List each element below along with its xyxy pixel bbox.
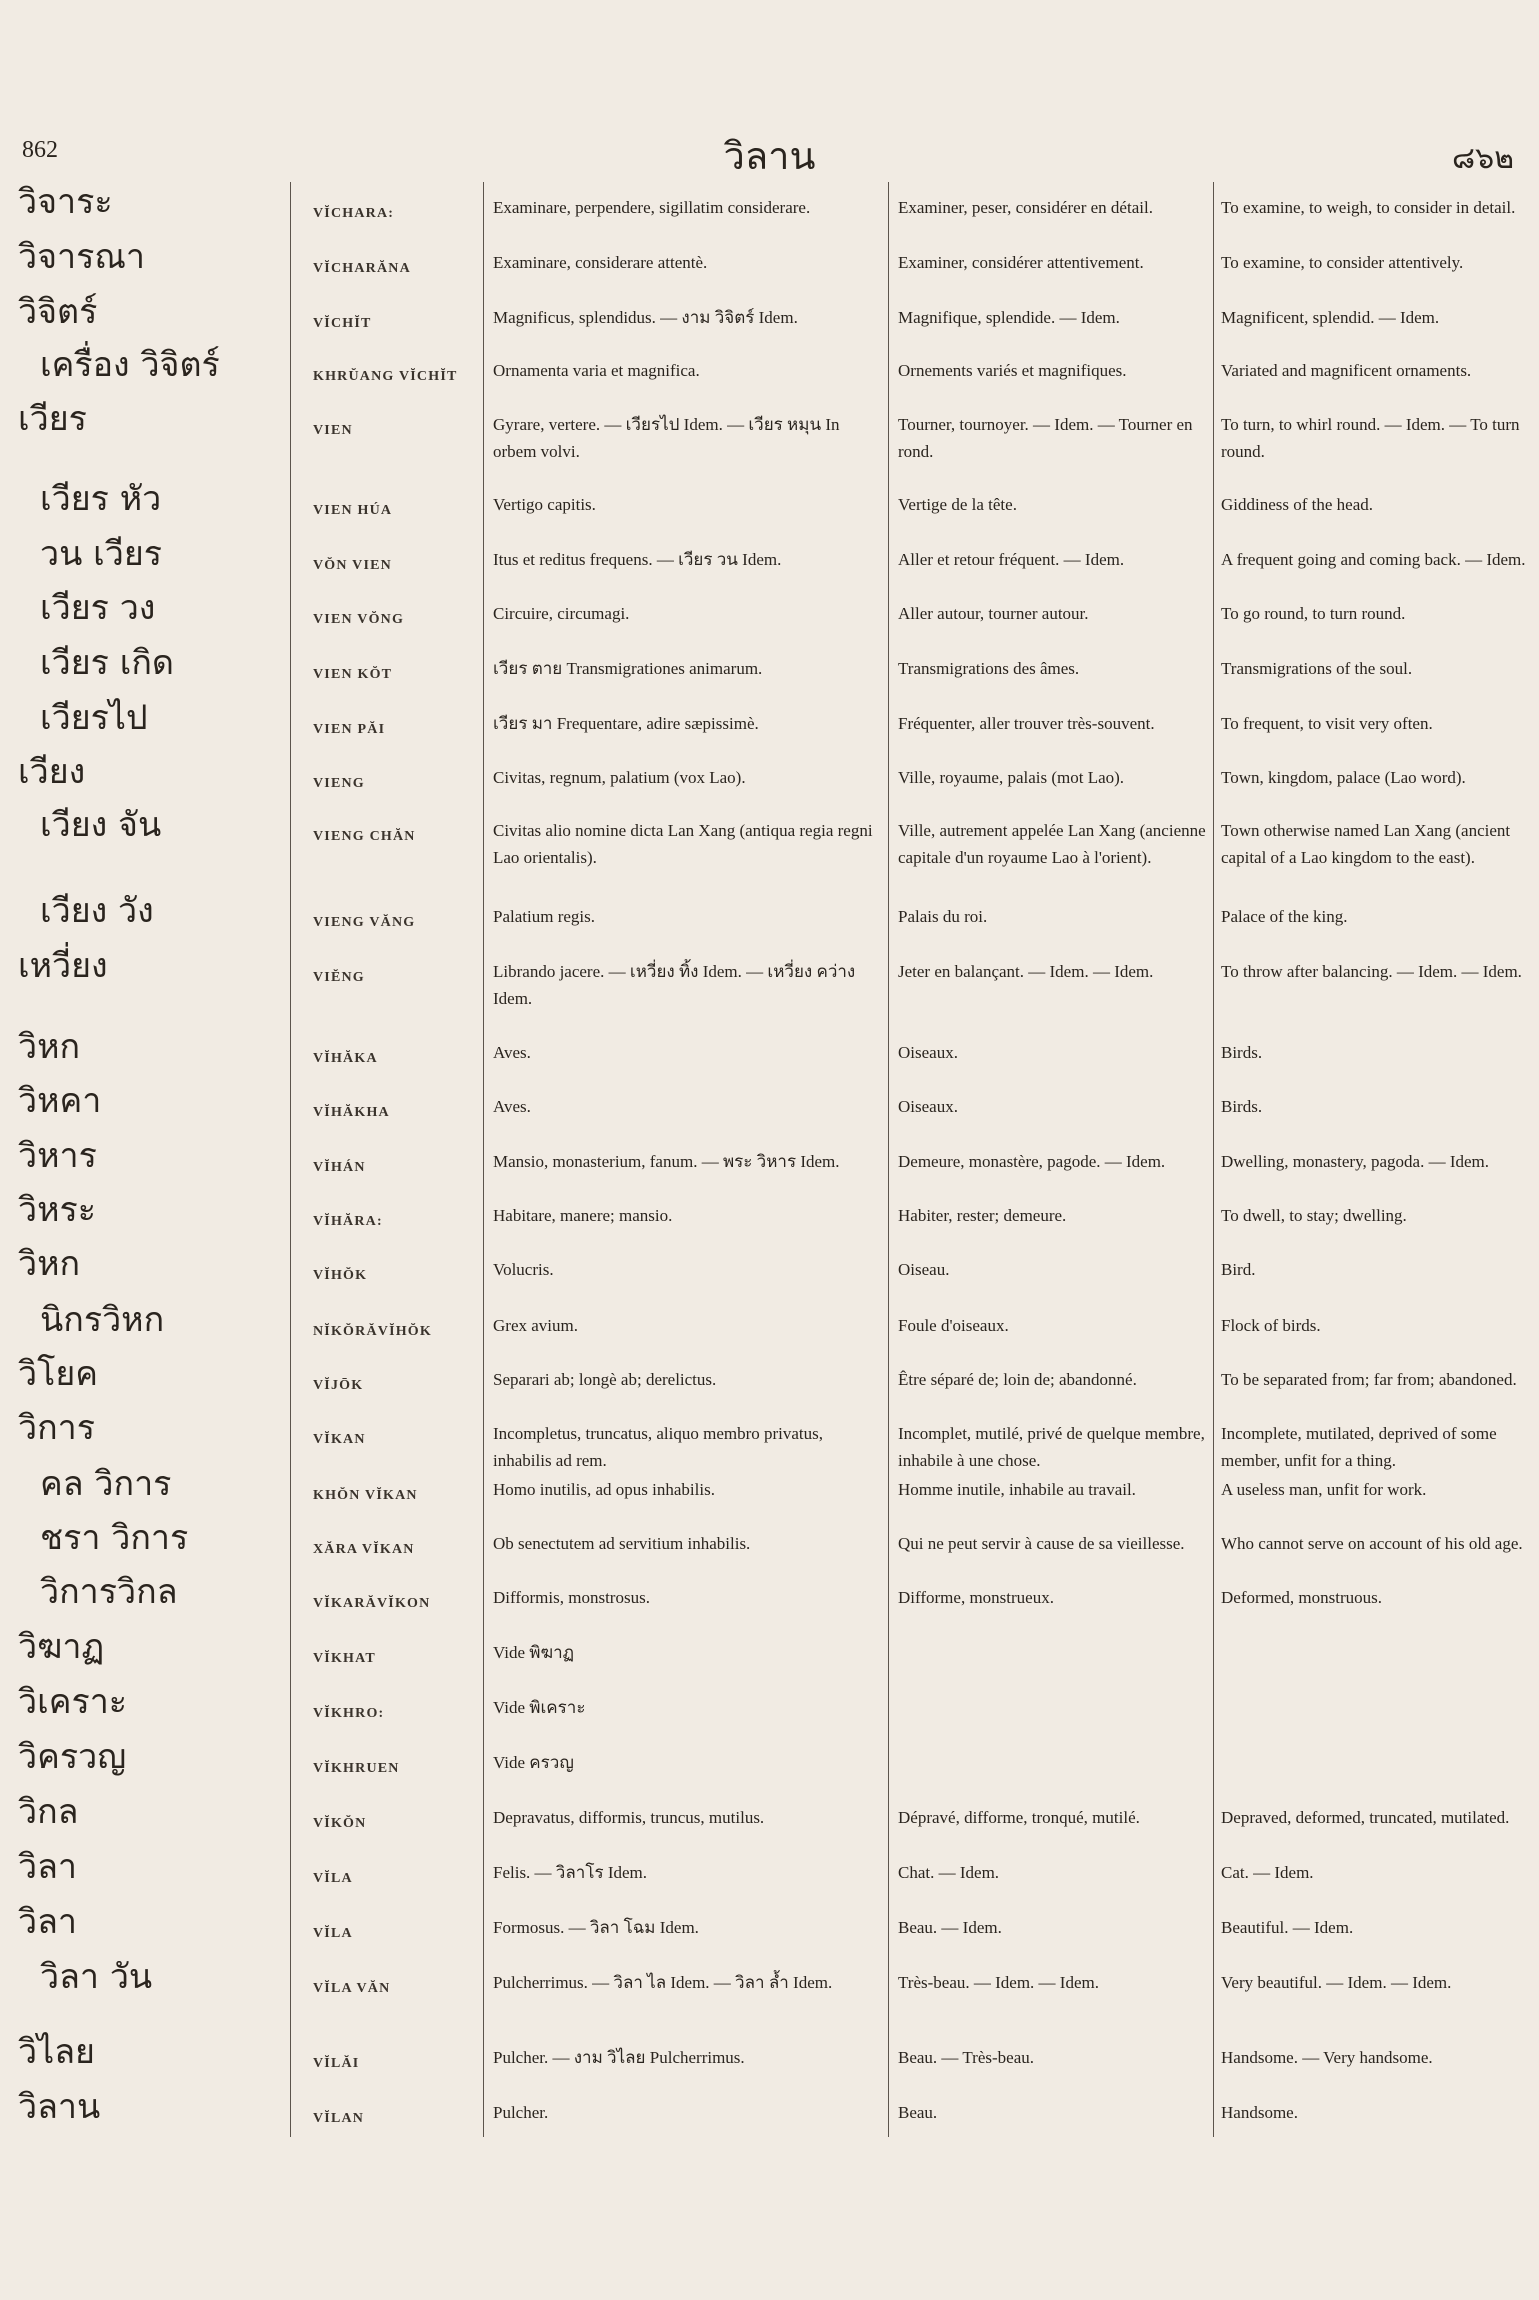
entry-headword: วิลา — [18, 1847, 78, 1887]
entry-english: Very beautiful. — Idem. — Idem. — [1221, 1973, 1452, 1992]
entry-english: Town otherwise named Lan Xang (ancient capital of a Lao kingdom to the east). — [1221, 821, 1511, 867]
entry-latin: Volucris. — [493, 1260, 554, 1279]
column-divider — [1213, 182, 1214, 2137]
entry-headword: เวียร เกิด — [40, 643, 174, 683]
entry-english: Deformed, monstruous. — [1221, 1588, 1383, 1607]
entry-english: Bird. — [1221, 1260, 1256, 1279]
entry-romanization: VĬHĂRA: — [313, 1214, 383, 1229]
entry-english: To frequent, to visit very often. — [1221, 714, 1433, 733]
entry-romanization: VĬKHRUEN — [313, 1761, 400, 1776]
entry-french: Beau. — [898, 2103, 938, 2122]
entry-english: Who cannot serve on account of his old age. — [1221, 1534, 1523, 1553]
entry-english: Depraved, deformed, truncated, mutilated. — [1221, 1808, 1510, 1827]
entry-headword: วิหคา — [18, 1081, 102, 1121]
entry-headword: วิลา — [18, 1902, 78, 1942]
entry-latin: Librando jacere. — เหวี่ยง ทิ้ง Idem. — เหวี่ยง คว่าง Idem. — [493, 962, 856, 1008]
entry-latin: Incompletus, truncatus, aliquo membro privatus, inhabilis ad rem. — [493, 1424, 824, 1470]
entry-english: Birds. — [1221, 1043, 1263, 1062]
entry-french: Magnifique, splendide. — Idem. — [898, 308, 1120, 327]
entry-romanization: VĬLĂI — [313, 2056, 360, 2071]
entry-french: Très-beau. — Idem. — Idem. — [898, 1973, 1099, 1992]
entry-english: A useless man, unfit for work. — [1221, 1480, 1427, 1499]
entry-french: Homme inutile, inhabile au travail. — [898, 1480, 1136, 1499]
entry-headword: วิการวิกล — [40, 1572, 178, 1612]
entry-latin: Palatium regis. — [493, 907, 595, 926]
entry-headword: วิไลย — [18, 2032, 95, 2072]
entry-english: Cat. — Idem. — [1221, 1863, 1314, 1882]
entry-romanization: VĬCHĬT — [313, 316, 372, 331]
entry-romanization: VĬCHARĂNA — [313, 261, 411, 276]
entry-headword: วิเคราะ — [18, 1682, 128, 1722]
entry-latin: Vide พิเคราะ — [493, 1698, 586, 1717]
entry-french: Incomplet, mutilé, privé de quelque membre, inhabile à une chose. — [898, 1424, 1205, 1470]
entry-headword: เครื่อง วิจิตร์ — [40, 345, 220, 385]
entry-romanization: VIEN PĂI — [313, 722, 386, 737]
thai-page-number: ๘๖๒ — [1452, 141, 1514, 176]
entry-french: Beau. — Idem. — [898, 1918, 1002, 1937]
entry-french: Ornements variés et magnifiques. — [898, 361, 1127, 380]
entry-headword: คล วิการ — [40, 1464, 172, 1504]
entry-headword: นิกรวิหก — [40, 1300, 165, 1340]
entry-english: Birds. — [1221, 1097, 1263, 1116]
entry-romanization: VIENG CHĂN — [313, 829, 416, 844]
entry-french: Tourner, tournoyer. — Idem. — Tourner en rond. — [898, 415, 1193, 461]
entry-english: Handsome. — [1221, 2103, 1298, 2122]
entry-romanization: VĬCHARA: — [313, 206, 395, 221]
entry-latin: Aves. — [493, 1097, 531, 1116]
column-divider — [290, 182, 291, 2137]
entry-latin: Examinare, considerare attentè. — [493, 253, 708, 272]
entry-french: Vertige de la tête. — [898, 495, 1017, 514]
page-header — [0, 125, 1539, 185]
entry-french: Oiseau. — [898, 1260, 950, 1279]
entry-latin: Habitare, manere; mansio. — [493, 1206, 673, 1225]
entry-headword: เหวี่ยง — [18, 946, 108, 986]
entry-headword: เวียร วง — [40, 588, 156, 628]
entry-english: Handsome. — Very handsome. — [1221, 2048, 1433, 2067]
entry-headword: วิหาร — [18, 1136, 97, 1176]
entry-latin: Difformis, monstrosus. — [493, 1588, 650, 1607]
entry-english: To examine, to weigh, to consider in detail. — [1221, 198, 1516, 217]
entry-headword: เวียร หัว — [40, 479, 162, 519]
entry-latin: Vide ครวญ — [493, 1753, 574, 1772]
entry-headword: วิฆาฏ — [18, 1627, 105, 1667]
entry-latin: Ornamenta varia et magnifica. — [493, 361, 700, 380]
entry-latin: เวียร ตาย Transmigrationes animarum. — [493, 659, 763, 678]
entry-french: Fréquenter, aller trouver très-souvent. — [898, 714, 1155, 733]
entry-latin: Vertigo capitis. — [493, 495, 596, 514]
entry-romanization: NĬKŎRĂVĬHŎK — [313, 1324, 432, 1339]
entry-romanization: VĬHĂKHA — [313, 1105, 390, 1120]
entry-latin: Magnificus, splendidus. — งาม วิจิตร์ Idem. — [493, 308, 798, 327]
entry-french: Foule d'oiseaux. — [898, 1316, 1009, 1335]
entry-english: To throw after balancing. — Idem. — Idem. — [1221, 962, 1522, 981]
entry-headword: วิลาน — [18, 2087, 101, 2127]
entry-english: Magnificent, splendid. — Idem. — [1221, 308, 1440, 327]
entry-english: Town, kingdom, palace (Lao word). — [1221, 768, 1466, 787]
entry-headword: วิลา วัน — [40, 1957, 153, 1997]
entry-english: Giddiness of the head. — [1221, 495, 1374, 514]
entry-french: Habiter, rester; demeure. — [898, 1206, 1067, 1225]
entry-romanization: VĬJŌK — [313, 1378, 364, 1393]
entry-latin: Examinare, perpendere, sigillatim considerare. — [493, 198, 811, 217]
entry-french: Ville, autrement appelée Lan Xang (ancienne capitale d'un royaume Lao à l'orient). — [898, 821, 1206, 867]
entry-headword: เวียรไป — [40, 698, 148, 738]
entry-english: To dwell, to stay; dwelling. — [1221, 1206, 1407, 1225]
entry-romanization: VĬKAN — [313, 1432, 366, 1447]
entry-english: Incomplete, mutilated, deprived of some member, unfit for a thing. — [1221, 1424, 1497, 1470]
entry-latin: Grex avium. — [493, 1316, 578, 1335]
entry-romanization: VIEN — [313, 423, 353, 438]
page-number: 862 — [22, 137, 58, 163]
entry-english: Beautiful. — Idem. — [1221, 1918, 1354, 1937]
entry-headword: วิจาระ — [18, 182, 113, 222]
entry-headword: วิหระ — [18, 1190, 97, 1230]
entry-romanization: VĬKHAT — [313, 1651, 376, 1666]
entry-french: Aller autour, tourner autour. — [898, 604, 1089, 623]
entry-french: Palais du roi. — [898, 907, 988, 926]
entry-romanization: VIEN HÚA — [313, 503, 393, 518]
entry-french: Examiner, peser, considérer en détail. — [898, 198, 1153, 217]
entry-english: A frequent going and coming back. — Idem. — [1221, 550, 1526, 569]
entry-french: Jeter en balançant. — Idem. — Idem. — [898, 962, 1154, 981]
entry-french: Oiseaux. — [898, 1043, 958, 1062]
entry-english: To turn, to whirl round. — Idem. — To turn round. — [1221, 415, 1520, 461]
entry-english: Transmigrations of the soul. — [1221, 659, 1413, 678]
entry-romanization: VIENG — [313, 776, 365, 791]
entry-headword: วิจารณา — [18, 237, 146, 277]
entry-headword: ชรา วิการ — [40, 1518, 189, 1558]
entry-latin: Separari ab; longè ab; derelictus. — [493, 1370, 717, 1389]
entry-english: To go round, to turn round. — [1221, 604, 1406, 623]
entry-latin: Ob senectutem ad servitium inhabilis. — [493, 1534, 751, 1553]
entry-french: Examiner, considérer attentivement. — [898, 253, 1144, 272]
entry-romanization: VĬLAN — [313, 2111, 365, 2126]
entry-romanization: VŎN VIEN — [313, 558, 392, 573]
entry-romanization: VĬLA — [313, 1871, 353, 1886]
entry-romanization: KHRŬANG VĬCHĬT — [313, 369, 458, 384]
entry-headword: เวียง วัง — [40, 891, 154, 931]
entry-latin: เวียร มา Frequentare, adire sæpissimè. — [493, 714, 759, 733]
entry-french: Transmigrations des âmes. — [898, 659, 1080, 678]
entry-headword: วิการ — [18, 1408, 96, 1448]
entry-headword: เวียง — [18, 752, 86, 792]
entry-latin: Itus et reditus frequens. — เวียร วน Idem. — [493, 550, 782, 569]
entry-romanization: VIEN KŎT — [313, 667, 393, 682]
entry-romanization: VIEN VŎNG — [313, 612, 405, 627]
page-title: วิลาน — [723, 134, 816, 178]
entry-french: Beau. — Très-beau. — [898, 2048, 1034, 2067]
entry-romanization: VĬLA VĂN — [313, 1981, 391, 1996]
entry-headword: วน เวียร — [40, 534, 163, 574]
entry-french: Oiseaux. — [898, 1097, 958, 1116]
entry-headword: วิหก — [18, 1244, 81, 1284]
entry-headword: เวียง จัน — [40, 805, 162, 845]
entry-headword: วิครวญ — [18, 1737, 127, 1777]
entry-french: Ville, royaume, palais (mot Lao). — [898, 768, 1125, 787]
column-divider — [483, 182, 484, 2137]
entry-latin: Pulcherrimus. — วิลา ไล Idem. — วิลา ล้ำ Idem. — [493, 1973, 833, 1992]
entry-romanization: VĬKHRO: — [313, 1706, 385, 1721]
entry-latin: Vide พิฆาฏ — [493, 1643, 575, 1662]
entry-latin: Civitas, regnum, palatium (vox Lao). — [493, 768, 746, 787]
entry-french: Être séparé de; loin de; abandonné. — [898, 1370, 1137, 1389]
entry-english: To be separated from; far from; abandoned. — [1221, 1370, 1517, 1389]
entry-latin: Felis. — วิลาโร Idem. — [493, 1863, 648, 1882]
entry-latin: Pulcher. — [493, 2103, 549, 2122]
entry-english: Flock of birds. — [1221, 1316, 1321, 1335]
entry-headword: วิกล — [18, 1792, 79, 1832]
column-divider — [888, 182, 889, 2137]
entry-latin: Homo inutilis, ad opus inhabilis. — [493, 1480, 715, 1499]
entry-latin: Formosus. — วิลา โฉม Idem. — [493, 1918, 699, 1937]
entry-french: Demeure, monastère, pagode. — Idem. — [898, 1152, 1166, 1171]
entry-headword: วิโยค — [18, 1354, 99, 1394]
entry-english: Palace of the king. — [1221, 907, 1348, 926]
entry-romanization: VĬLA — [313, 1926, 353, 1941]
entry-romanization: KHŎN VĬKAN — [313, 1488, 418, 1503]
entry-headword: วิจิตร์ — [18, 292, 98, 332]
entry-latin: Civitas alio nomine dicta Lan Xang (antiqua regia regni Lao orientalis). — [493, 821, 873, 867]
entry-romanization: VĬHÁN — [313, 1160, 366, 1175]
entry-headword: วิหก — [18, 1027, 81, 1067]
entry-latin: Depravatus, difformis, truncus, mutilus. — [493, 1808, 765, 1827]
entry-latin: Pulcher. — งาม วิไลย Pulcherrimus. — [493, 2048, 745, 2067]
entry-english: To examine, to consider attentively. — [1221, 253, 1464, 272]
entry-french: Dépravé, difforme, tronqué, mutilé. — [898, 1808, 1140, 1827]
entry-latin: Circuire, circumagi. — [493, 604, 630, 623]
entry-romanization: VĬHĂKA — [313, 1051, 378, 1066]
entry-french: Difforme, monstrueux. — [898, 1588, 1054, 1607]
entry-latin: Aves. — [493, 1043, 531, 1062]
entry-english: Dwelling, monastery, pagoda. — Idem. — [1221, 1152, 1489, 1171]
entry-english: Variated and magnificent ornaments. — [1221, 361, 1472, 380]
entry-french: Aller et retour fréquent. — Idem. — [898, 550, 1125, 569]
entry-romanization: VĬHŎK — [313, 1268, 368, 1283]
entry-french: Qui ne peut servir à cause de sa vieillesse. — [898, 1534, 1185, 1553]
entry-latin: Mansio, monasterium, fanum. — พระ วิหาร Idem. — [493, 1152, 840, 1171]
entry-headword: เวียร — [18, 399, 87, 439]
entry-romanization: VĬKARĂVĬKON — [313, 1596, 431, 1611]
entry-french: Chat. — Idem. — [898, 1863, 1000, 1882]
entry-romanization: VIĔNG — [313, 970, 365, 985]
entry-romanization: VIENG VĂNG — [313, 915, 416, 930]
entry-romanization: XĂRA VĬKAN — [313, 1542, 415, 1557]
entry-latin: Gyrare, vertere. — เวียรไป Idem. — เวียร หมุน In orbem volvi. — [493, 415, 840, 461]
entry-romanization: VĬKŎN — [313, 1816, 367, 1831]
